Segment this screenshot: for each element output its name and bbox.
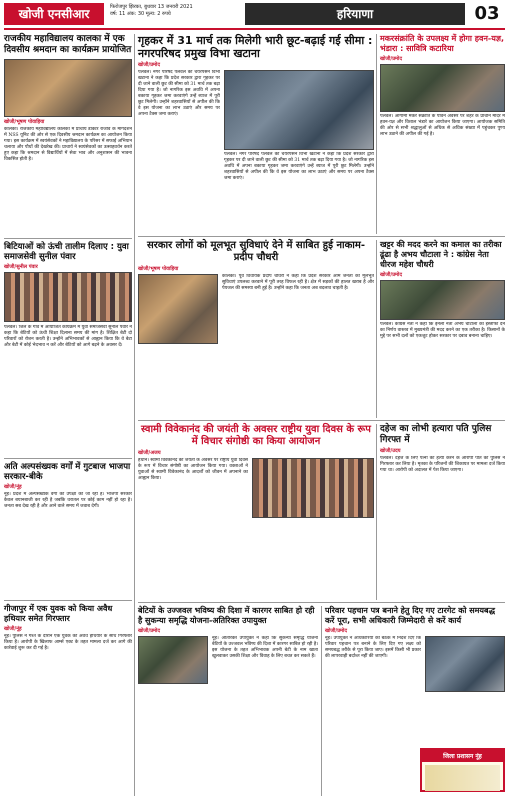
story-byline: खोजी/अजय xyxy=(138,450,161,456)
story-byline: खोजी/भूषण पोवाहिया xyxy=(138,266,179,272)
story-byline: खोजी/प्रमोद xyxy=(138,628,161,634)
story-headline: खट्टर की मदद करने का कमाल का तरीका ढूंढा है अभय चौटाला ने : कांग्रेस नेता धीरज महेश चौधरी xyxy=(380,240,502,269)
column-divider xyxy=(134,34,135,796)
issue-line: वर्ष: 11 अंक: 30 मूल्य: 2 रुपये xyxy=(110,11,171,17)
divider xyxy=(138,602,505,603)
story-family-id xyxy=(325,606,505,746)
story-minorities xyxy=(4,462,132,582)
story-daughters-education xyxy=(4,242,132,465)
story-body: नूंह। प्रदेश में अल्पसंख्यक वर्गों की उपेक्षा की जा रही है। भाजपा सरकार केवल बयानबाजी कर रही है जबकि धरातल पर कोई काम नहीं हो रहा है। जनता सब देख रही है और आने वाले समय में जवाब देगी। xyxy=(4,492,132,509)
story-makar-sankranti xyxy=(380,34,505,242)
story-photo xyxy=(380,280,505,320)
divider xyxy=(4,238,132,239)
story-photo xyxy=(380,64,505,112)
story-vivekananda xyxy=(138,424,374,544)
story-body: नूंह। पुलिस ने गश्त के दौरान एक युवक को अवैध हथियार के साथ गिरफ्तार किया है। आरोपी के खिलाफ आर्म्स एक्ट के तहत मामला दर्ज कर आगे की कार्रवाई शुरू कर दी गई है। xyxy=(4,634,132,651)
story-arrest-weapon xyxy=(4,604,132,794)
page-number: 03 xyxy=(474,3,500,24)
story-headline: बेटियों के उज्जवल भविष्य की दिशा में कारगर साबित हो रही है सुकन्या समृद्धि योजना-अतिरिक्त उपायुक्त xyxy=(138,606,315,625)
story-byline: खोजी/नूंह xyxy=(4,484,22,490)
story-basic-facilities xyxy=(138,240,374,424)
story-byline: खोजी/प्रमोद xyxy=(380,272,403,278)
story-body: हथीन। स्वामी विवेकानंद की जयंती के अवसर पर राष्ट्रीय युवा दिवस के रूप में विचार संगोष्ठी का आयोजन किया गया। वक्ताओं ने युवाओं से स्वामी विवेकानंद के आदर्शों को जीवन में अपनाने का आह्वान किया। xyxy=(138,458,248,481)
story-body: पलवल। जिले के गांव में आयोजित कार्यक्रम में युवा समाजसेवी सुनील पंवार ने कहा कि बेटियों को ऊंची शिक्षा दिलाना समय की मांग है। शिक्षित बेटी दो परिवारों को रोशन करती है। उन्होंने अभिभावकों से आह्वान किया कि वे बेटा और बेटी में कोई भेदभाव न करें और बेटियों को आगे बढ़ने के अवसर दें। xyxy=(4,325,132,348)
masthead-meta xyxy=(110,4,240,18)
masthead-rule xyxy=(4,28,505,30)
story-body: पलवल। दहेज के लिए पत्नी की हत्या करने के आरोपी पति को पुलिस ने गिरफ्तार कर लिया है। मृतका के परिजनों की शिकायत पर मामला दर्ज किया गया था। आरोपी को अदालत में पेश किया जाएगा। xyxy=(380,456,505,473)
story-photo xyxy=(224,70,374,150)
story-body: पलवल। नगर परिषद पलवल की चेयरपर्सन विभा खटाना ने कहा कि प्रदेश सरकार द्वारा गृहकर पर दी जाने वाली छूट की सीमा को 31 मार्च तक बढ़ा दिया गया है। जो नागरिक इस अवधि में अपना बकाया गृहकर जमा करवाएंगे उन्हें ब्याज में पूरी छूट मिलेगी। उन्होंने शहरवासियों से अपील की कि वे इस योजना का लाभ उठाएं और समय पर अपना टैक्स जमा कराएं। xyxy=(138,70,220,117)
story-headline: राजकीय महाविद्यालय कालका में एक दिवसीय श्रमदान का कार्यक्रम प्रायोजित xyxy=(4,34,132,55)
story-photo xyxy=(4,272,132,322)
story-byline: खोजी/भूषण पोवाहिया xyxy=(4,119,45,125)
story-byline: खोजी/प्रमोद xyxy=(325,628,348,634)
story-headline: मकरसंक्रांति के उपलक्ष्य में होगा हवन-यज्ञ, भंडारा : सावित्रि कटारिया xyxy=(380,34,505,53)
story-dowry-murder xyxy=(380,424,505,586)
story-body: नूंह। अतिरिक्त उपायुक्त ने कहा कि सुकन्या समृद्धि योजना बेटियों के उज्जवल भविष्य की दिशा में कारगर साबित हो रही है। इस योजना के तहत अभिभावक अपनी बेटी के नाम खाता खुलवाकर उसकी शिक्षा और विवाह के लिए बचत कर सकते हैं। xyxy=(212,636,318,659)
story-body-continued: पलवल। नगर परिषद पलवल की चेयरपर्सन विभा खटाना ने कहा कि प्रदेश सरकार द्वारा गृहकर पर दी जाने वाली छूट की सीमा को 31 मार्च तक बढ़ा दिया गया है। जो नागरिक इस अवधि में अपना बकाया गृहकर जमा करवाएंगे उन्हें ब्याज में पूरी छूट मिलेगी। उन्होंने शहरवासियों से अपील की कि वे इस योजना का लाभ उठाएं और समय पर अपना टैक्स जमा कराएं। xyxy=(224,152,374,181)
column-divider xyxy=(376,424,377,600)
divider xyxy=(138,420,505,421)
story-body: पलवल। आगामी मकर संक्रांति के पावन अवसर पर शहर के प्राचीन मंदिर में हवन-यज्ञ और विशाल भंडारे का आयोजन किया जाएगा। आयोजक समिति की ओर से सभी श्रद्धालुओं से अधिक से अधिक संख्या में पहुंचकर पुण्य लाभ उठाने की अपील की गई है। xyxy=(380,114,505,137)
story-headline: परिवार पहचान पत्र बनाने हेतु दिए गए टारगेट को समयबद्ध करें पूरा, सभी अधिकारी जिम्मेदारी से करें कार्य xyxy=(325,606,496,625)
story-byline: खोजी/प्रमोद xyxy=(380,56,403,62)
story-byline: खोजी/सुनील पंवार xyxy=(4,264,38,270)
story-sukanya-samriddhi xyxy=(138,606,318,786)
column-divider xyxy=(321,606,322,796)
paper-name: खोजी एनसीआर xyxy=(4,3,104,25)
divider xyxy=(138,236,505,237)
story-photo xyxy=(425,636,505,692)
column-divider xyxy=(376,34,377,234)
ad-label: जिला प्रशासन नूंह xyxy=(422,750,503,762)
story-byline: खोजी/नूंह xyxy=(4,626,22,632)
story-abhay-chautala xyxy=(380,240,505,412)
story-headline: गीजापुर में एक युवक को किया अवैध हथियार समेत गिरफ्तार xyxy=(4,604,113,623)
story-photo xyxy=(4,59,132,117)
story-photo xyxy=(138,636,208,684)
story-headline: अति अल्पसंख्यक वर्गों में गुटबाज भाजपा सरकार-बीके xyxy=(4,462,131,482)
story-body: नूंह। उपायुक्त ने अधिकारियों की बैठक में निर्देश दिए कि परिवार पहचान पत्र बनाने के लिए दिए गए लक्ष्य को समयबद्ध तरीके से पूरा किया जाए। इसमें किसी भी प्रकार की लापरवाही बर्दाश्त नहीं की जाएगी। xyxy=(325,636,421,659)
story-headline: बिटियाओं को ऊंची तालीम दिलाए : युवा समाजसेवी सुनील पंवार xyxy=(4,242,129,262)
story-byline: खोजी/प्रमोद xyxy=(138,62,161,68)
district-admin-ad xyxy=(420,748,505,792)
column-divider xyxy=(376,240,377,418)
story-headline: सरकार लोगों को मूलभूत सुविधाएं देने में साबित हुई नाकाम-प्रदीप चौधरी xyxy=(146,240,366,263)
lead-headline: गृहकर में 31 मार्च तक मिलेगी भारी छूट-बढ़ाई गई सीमा : नगरपरिषद प्रमुख विभा खटाना xyxy=(138,34,373,60)
story-photo xyxy=(252,458,374,518)
section-title: हरियाणा xyxy=(245,3,465,25)
story-body: पलवल। कांग्रेस नेता ने कहा कि इनेलो नेता अभय चौटाला का इस्तीफा देने का निर्णय वास्तव में मुख्यमंत्री की मदद करने का एक तरीका है। किसानों के मुद्दे पर सभी दलों को एकजुट होकर सरकार पर दबाव बनाना चाहिए। xyxy=(380,322,505,339)
date-line: फिरोजपुर झिरका, बुधवार 13 जनवरी 2021 xyxy=(110,4,193,10)
story-headline: दहेज का लोभी हत्यारा पति पुलिस गिरफ्त में xyxy=(380,424,492,445)
masthead xyxy=(0,0,509,30)
story-headline: स्वामी विवेकानंद की जयंती के अवसर राष्ट्रीय युवा दिवस के रूप में विचार संगोष्ठी का किया आयोजन xyxy=(141,424,371,447)
story-house-tax xyxy=(138,34,374,230)
divider xyxy=(4,600,132,601)
story-photo xyxy=(138,274,218,344)
story-body: कालका। राजकीय महाविद्यालय कालका में प्राचार्य डॉक्टर राजीव के मार्गदर्शन में NSS यूनिट की ओर से एक दिवसीय श्रमदान कार्यक्रम का आयोजन किया गया। इस कार्यक्रम में स्वयंसेवकों ने महाविद्यालय के परिसर में सफाई अभियान चलाया और पौधों की देखरेख की। प्राचार्य ने स्वयंसेवकों का उत्साहवर्धन करते हुए कहा कि श्रमदान से विद्यार्थियों में सेवा भाव और अनुशासन की भावना विकसित होती है। xyxy=(4,127,132,162)
story-body: कालका। पूर्व विधायक प्रदीप चौधरी ने कहा कि प्रदेश सरकार आम जनता को मूलभूत सुविधाएं उपलब्ध करवाने में पूरी तरह विफल रही है। क्षेत्र में सड़कों की हालत खराब है और पेयजल की समस्या बनी हुई है। उन्होंने कहा कि जनता अब बदलाव चाहती है। xyxy=(222,274,374,291)
divider xyxy=(4,458,132,459)
story-byline: खोजी/उदय xyxy=(380,448,401,454)
ad-graphic xyxy=(425,765,500,791)
story-college-shramdaan xyxy=(4,34,132,183)
